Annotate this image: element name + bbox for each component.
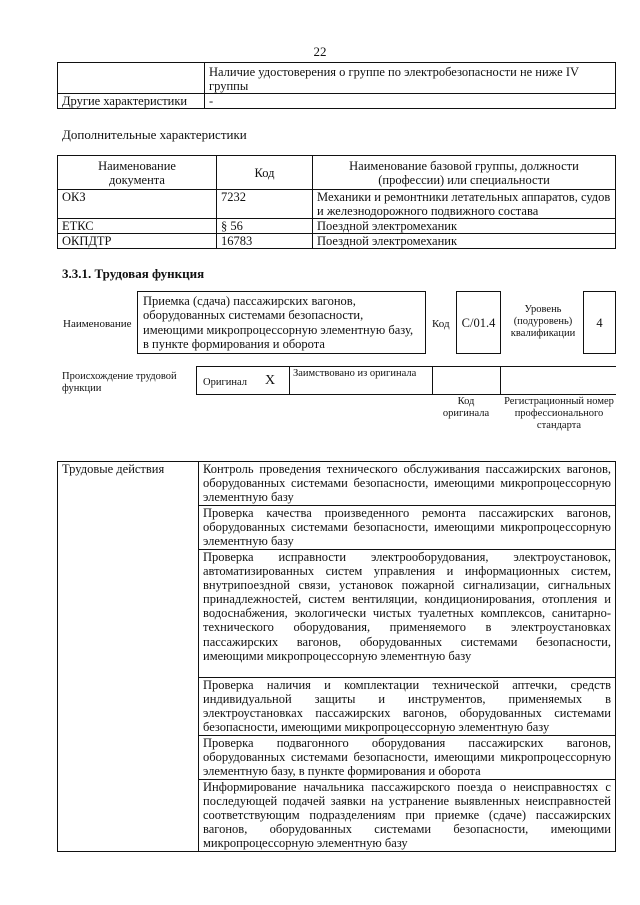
function-heading: 3.3.1. Трудовая функция xyxy=(62,266,205,281)
action-item: Контроль проведения технического обслуживания пассажирских вагонов, оборудованных системами безопасности, имеющими микропроцессорную элементную базу xyxy=(199,462,616,506)
original-mark: X xyxy=(265,373,276,388)
additional-characteristics-table xyxy=(57,155,616,249)
row-doc: ОКЗ xyxy=(58,190,217,219)
row-doc: ОКПДТР xyxy=(58,234,217,249)
header-group-name: Наименование базовой группы, должности (профессии) или специальности xyxy=(313,156,616,190)
origin-divider xyxy=(289,366,290,395)
level-label: Уровень (подуровень) квалификации xyxy=(510,304,576,339)
action-item: Проверка исправности электрооборудования, электроустановок, автоматизированных систем управления и информационных систем, внутрипоездной связи, установок пожарной сигнализации, сигнальных принадлежностей, систем вентиляции, кондиционирования, отопления и водоснабжения, экологически чистых туалетных комплексов, санитарно-технического оборудования, применяемого в электроустановках пассажирских вагонов, оборудованных системами безопасности, имеющими микропроцессорную элементную базу xyxy=(199,550,616,678)
other-characteristics-value: - xyxy=(205,94,616,109)
action-item: Проверка качества произведенного ремонта пассажирских вагонов, оборудованных системами безопасности, имеющими микропроцессорную элементную базу xyxy=(199,506,616,550)
row-doc: ЕТКС xyxy=(58,219,217,234)
level-box: 4 xyxy=(583,291,616,354)
header-document: Наименование документа xyxy=(58,156,217,190)
requirement-value: Наличие удостоверения о группе по электробезопасности не ниже IV группы xyxy=(205,63,616,94)
row-code: § 56 xyxy=(217,219,313,234)
row-name: Механики и ремонтники летательных аппаратов, судов и железнодорожного подвижного состава xyxy=(313,190,616,219)
actions-label: Трудовые действия xyxy=(58,462,199,852)
action-item: Проверка подвагонного оборудования пассажирских вагонов, оборудованных системами безопасности, имеющими микропроцессорную элементную базу, в пункте формирования и оборота xyxy=(199,736,616,780)
function-code-box: C/01.4 xyxy=(456,291,501,354)
row-code: 7232 xyxy=(217,190,313,219)
labor-actions-table xyxy=(57,461,616,852)
code-original-caption: Код оригинала xyxy=(442,396,490,419)
additional-heading: Дополнительные характеристики xyxy=(62,127,247,142)
row-name: Поездной электромеханик xyxy=(313,234,616,249)
action-item: Проверка наличия и комплектации технической аптечки, средств индивидуальной защиты и инструментов, применяемых в электроустановках пассажирских вагонов, оборудованных системами безопасности, имеющими микропроцессорную элементную базу xyxy=(199,678,616,736)
origin-divider xyxy=(500,366,501,395)
origin-label: Происхождение трудовой функции xyxy=(62,371,177,394)
empty-label-cell xyxy=(58,63,205,94)
row-code: 16783 xyxy=(217,234,313,249)
top-characteristics-table xyxy=(57,62,616,109)
function-name-box: Приемка (сдача) пассажирских вагонов, оборудованных системами безопасности, имеющими микропроцессорную элементную базу, в пункте формирования и оборота xyxy=(137,291,426,354)
other-characteristics-label: Другие характеристики xyxy=(58,94,205,109)
original-label: Оригинал xyxy=(203,377,247,388)
header-code: Код xyxy=(217,156,313,190)
borrowed-label: Заимствовано из оригинала xyxy=(293,368,417,379)
action-item: Информирование начальника пассажирского поезда о неисправностях с последующей подачей заявки на устранение выявленных неисправностей соответствующим подразделениям при приемке (сдаче) пассажирских вагонов, оборудованных системами безопасности, имеющими микропроцессорную элементную базу xyxy=(199,780,616,852)
page-number: 22 xyxy=(313,44,327,59)
row-name: Поездной электромеханик xyxy=(313,219,616,234)
code-label: Код xyxy=(432,318,450,330)
reg-number-caption: Регистрационный номер профессионального стандарта xyxy=(504,396,614,431)
origin-divider xyxy=(432,366,433,395)
name-label: Наименование xyxy=(63,318,132,330)
